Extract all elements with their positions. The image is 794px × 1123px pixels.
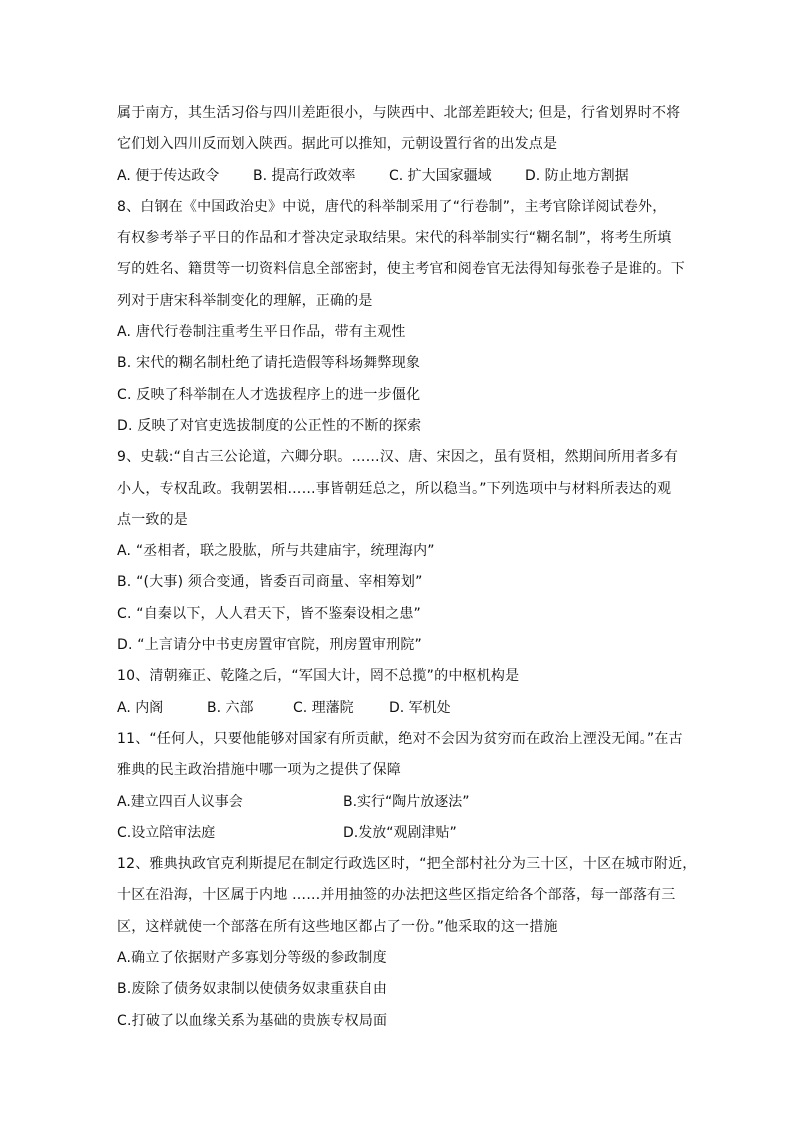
- question-10-stem-line-1: 10、清朝雍正、乾隆之后，“军国大计，罔不总揽”的中枢机构是: [117, 668, 520, 685]
- question-12-stem-line-3: 区，这样就使一个部落在所有这些地区都占了一份。”他采取的这一措施: [117, 918, 558, 935]
- question-12-option-b[interactable]: B.废除了债务奴隶制以使债务奴隶重获自由: [117, 981, 388, 998]
- question-7-option-d[interactable]: D. 防止地方割据: [525, 167, 629, 184]
- question-8: [117, 192, 685, 442]
- question-12-stem-line-2: 十区在沿海，十区属于内地 ……并用抽签的办法把这些区指定给各个部落，每一部落有三: [117, 887, 676, 904]
- question-11-option-b[interactable]: B.实行“陶片放逐法”: [343, 793, 470, 810]
- question-7-option-c[interactable]: C. 扩大国家疆域: [389, 167, 492, 184]
- question-7-option-b[interactable]: B. 提高行政效率: [253, 167, 356, 184]
- question-10-option-c[interactable]: C. 理藩院: [293, 699, 354, 716]
- question-11-option-d[interactable]: D.发放“观剧津贴”: [343, 824, 457, 841]
- question-11-option-a[interactable]: A.建立四百人议事会: [117, 793, 243, 810]
- question-10: [117, 661, 677, 724]
- question-9-stem-line-2: 小人，专权乱政。我朝罢相……事皆朝廷总之，所以稳当。”下列选项中与材料所表达的观: [117, 480, 672, 497]
- question-11-options-row-1: [117, 787, 677, 818]
- question-11-stem-line-2: 雅典的民主政治措施中哪一项为之提供了保障: [117, 762, 401, 779]
- question-11-options-row-2: [117, 818, 677, 849]
- question-12-stem-line-1: 12、雅典执政官克利斯提尼在制定行政选区时，“把全部村社分为三十区，十区在城市附近，: [117, 856, 697, 873]
- question-8-option-d[interactable]: D. 反映了对官吏选拔制度的公正性的不断的探索: [117, 417, 422, 434]
- question-7-options: [117, 161, 677, 192]
- question-8-stem-line-1: 8、白钢在《中国政治史》中说，唐代的科举制采用了“行卷制”，主考官除详阅试卷外，: [117, 198, 667, 215]
- question-7-stem-line-1: 属于南方，其生活习俗与四川差距很小，与陕西中、北部差距较大; 但是，行省划界时不将: [117, 105, 681, 121]
- question-9-stem-line-3: 点一致的是: [117, 511, 188, 528]
- question-9-option-b[interactable]: B. “(大事) 须合变通，皆委百司商量、宰相筹划”: [117, 574, 423, 591]
- question-9-option-c[interactable]: C. “自秦以下，人人君天下，皆不鉴秦设相之患”: [117, 605, 421, 622]
- question-7-option-a[interactable]: A. 便于传达政令: [117, 167, 220, 184]
- question-9-option-d[interactable]: D. “上言请分中书吏房置审官院，刑房置审刑院”: [117, 637, 422, 654]
- question-10-option-b[interactable]: B. 六部: [207, 699, 254, 716]
- question-8-stem-line-4: 列对于唐宋科举制变化的理解，正确的是: [117, 292, 373, 309]
- question-10-options: [117, 693, 677, 724]
- question-9-option-a[interactable]: A. “丞相者，联之股肱，所与共建庙宇，统理海内”: [117, 543, 435, 560]
- question-10-option-a[interactable]: A. 内阁: [117, 699, 164, 716]
- exam-page: [117, 98, 697, 1037]
- question-11-stem-line-1: 11、“任何人，只要他能够对国家有所贡献，绝对不会因为贫穷而在政治上湮没无闻。”在古: [117, 730, 683, 747]
- question-11: [117, 724, 683, 849]
- question-9: [117, 442, 677, 661]
- question-10-option-d[interactable]: D. 军机处: [389, 699, 451, 716]
- question-12: [117, 849, 697, 1037]
- question-7: [117, 98, 681, 192]
- question-11-option-c[interactable]: C.设立陪审法庭: [117, 824, 216, 841]
- question-8-stem-line-2: 有权参考举子平日的作品和才誉决定录取结果。宋代的科举制实行“糊名制”，将考生所填: [117, 230, 672, 247]
- question-7-stem-line-2: 它们划入四川反而划入陕西。据此可以推知，元朝设置行省的出发点是: [117, 136, 558, 153]
- question-8-option-a[interactable]: A. 唐代行卷制注重考生平日作品，带有主观性: [117, 324, 406, 341]
- question-8-option-c[interactable]: C. 反映了科举制在人才选拔程序上的进一步僵化: [117, 386, 421, 403]
- question-9-stem-line-1: 9、史载:“自古三公论道，六卿分职。……汉、唐、宋因之，虽有贤相，然期间所用者多有: [117, 449, 679, 466]
- question-8-option-b[interactable]: B. 宋代的糊名制杜绝了请托造假等科场舞弊现象: [117, 355, 421, 372]
- question-8-stem-line-3: 写的姓名、籍贯等一切资料信息全部密封，使主考官和阅卷官无法得知每张卷子是谁的。下: [117, 261, 685, 278]
- question-12-option-a[interactable]: A.确立了依据财产多寡划分等级的参政制度: [117, 950, 387, 967]
- question-12-option-c[interactable]: C.打破了以血缘关系为基础的贵族专权局面: [117, 1012, 388, 1029]
